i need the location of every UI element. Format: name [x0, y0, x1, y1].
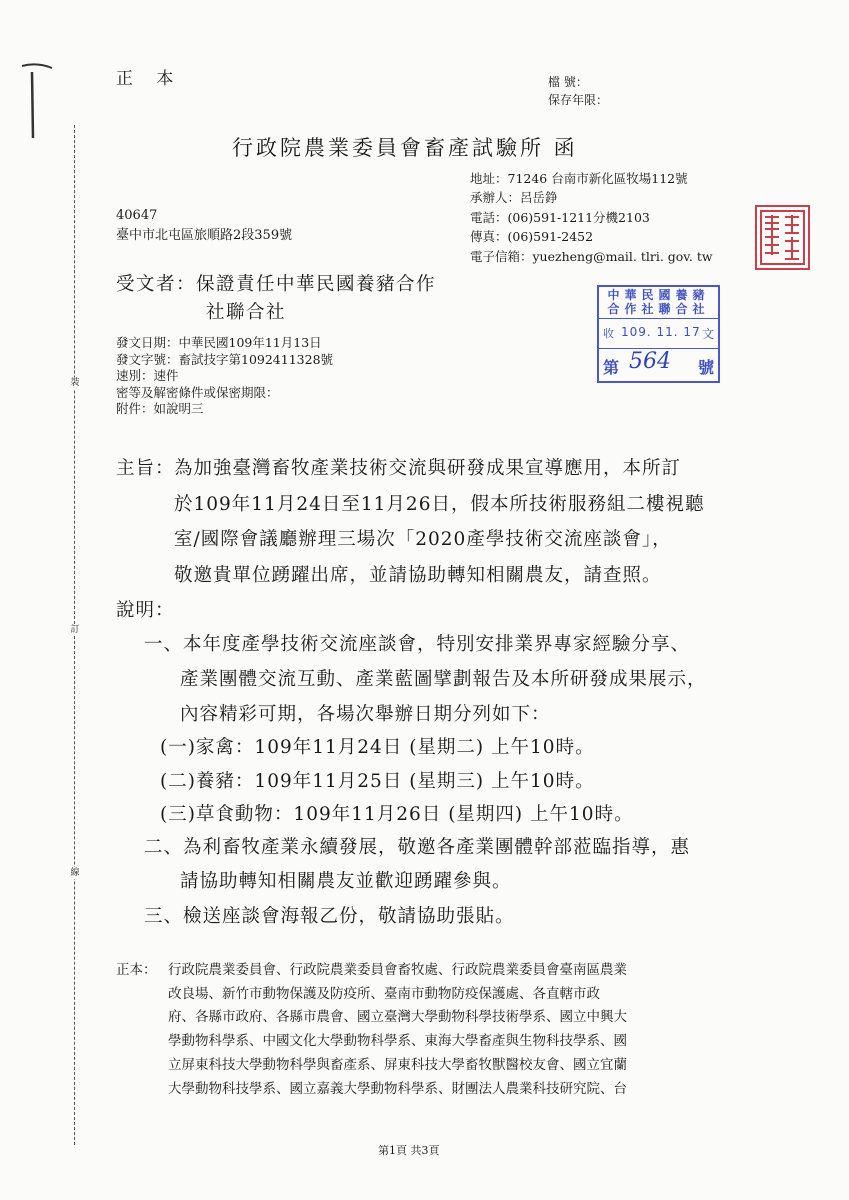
retention-label: 保存年限： — [548, 93, 609, 107]
recipient-line-2: 社聯合社 — [206, 302, 287, 323]
subject-label: 主旨： — [116, 458, 175, 479]
paper-clip-mark — [18, 62, 56, 142]
cc-line-1: 行政院農業委員會、行政院農業委員會畜牧處、行政院農業委員會臺南區農業 — [168, 962, 627, 978]
delivery-speed: 速別：速件 — [116, 368, 179, 383]
email-address: 電子信箱：yuezheng@mail. tlri. gov. tw — [470, 249, 713, 264]
contact-person: 承辦人：呂岳錚 — [470, 190, 558, 205]
explanation-item-2-line-1: 二、為利畜牧產業永續發展，敬邀各產業團體幹部蒞臨指導，惠 — [144, 837, 691, 858]
stamp-received-label: 收 — [603, 327, 614, 340]
cc-line-4: 學動物科學系、中國文化大學動物科學系、東海大學畜產與生物科技學系、國 — [168, 1033, 627, 1049]
recipient-street-address: 臺中市北屯區旅順路2段359號 — [116, 228, 293, 243]
issue-date: 發文日期：中華民國109年11月13日 — [116, 335, 322, 350]
file-number-label: 檔 號： — [548, 75, 588, 89]
explanation-item-1-line-3: 內容精彩可期，各場次舉辦日期分列如下： — [180, 704, 551, 725]
binding-char-xian: 線 — [68, 867, 82, 879]
subject-line-4: 敬邀貴單位踴躍出席，並請協助轉知相關農友，請查照。 — [174, 565, 662, 586]
binding-char-zhuang: 裝 — [68, 377, 82, 389]
subject-line-2: 於109年11月24日至11月26日，假本所技術服務組二樓視聽 — [174, 494, 705, 515]
stamp-header — [599, 287, 718, 319]
page-number: 第1頁 共3頁 — [378, 1144, 440, 1157]
stamp-org-line-2: 合作社聯合社 — [607, 302, 710, 316]
stamp-received-date: 109. 11. 17 — [621, 325, 701, 339]
phone-number: 電話：(06)591-1211分機2103 — [470, 210, 650, 225]
session-herbivore: (三)草食動物：109年11月26日 (星期四) 上午10時。 — [160, 804, 634, 825]
subject-line-1: 為加強臺灣畜牧產業技術交流與研發成果宣導應用，本所訂 — [174, 458, 682, 479]
receipt-stamp — [597, 285, 720, 383]
explanation-label: 說明： — [116, 600, 175, 621]
attachment-note: 附件：如說明三 — [116, 401, 204, 416]
stamp-org-line-1: 中華民國養豬 — [607, 288, 710, 302]
explanation-item-3: 三、檢送座談會海報乙份，敬請協助張貼。 — [144, 906, 515, 927]
sender-address: 地址：71246 台南市新化區牧場112號 — [470, 171, 688, 186]
fax-number: 傳真：(06)591-2452 — [470, 229, 594, 244]
session-swine: (二)養豬：109年11月25日 (星期三) 上午10時。 — [160, 771, 595, 792]
explanation-item-2-line-2: 請協助轉知相關農友並歡迎踴躍參與。 — [180, 871, 512, 892]
explanation-item-1-line-2: 產業團體交流互動、產業藍圖擘劃報告及本所研發成果展示， — [180, 669, 707, 690]
cc-label: 正本： — [116, 962, 157, 978]
stamp-date-row — [599, 318, 718, 349]
official-seal — [755, 205, 810, 270]
cc-line-5: 立屏東科技大學動物科學與畜產系、屏東科技大學畜牧獸醫校友會、國立宜蘭 — [168, 1057, 627, 1073]
cc-line-2: 改良場、新竹市動物保護及防疫所、臺南市動物防疫保護處、各直轄市政 — [168, 986, 600, 1002]
subject-line-3: 室/國際會議廳辦理三場次「2020產學技術交流座談會」， — [174, 529, 672, 550]
recipient-line-1: 受文者：保證責任中華民國養豬合作 — [116, 274, 437, 295]
secrecy-level: 密等及解密條件或保密期限： — [116, 385, 279, 400]
copy-mark: 正 本 — [116, 69, 183, 89]
cc-line-6: 大學動物科技學系、國立嘉義大學動物科學系、財團法人農業科技研究院、台 — [168, 1081, 627, 1097]
stamp-number-value: 564 — [629, 349, 671, 374]
stamp-number-label: 第 — [603, 358, 620, 377]
stamp-doc-label: 文 — [701, 327, 714, 341]
session-poultry: (一)家禽：109年11月24日 (星期二) 上午10時。 — [160, 737, 595, 758]
cc-line-3: 府、各縣市政府、各縣市農會、國立臺灣大學動物科學技術學系、國立中興大 — [168, 1009, 627, 1025]
explanation-item-1-line-1: 一、本年度產學技術交流座談會，特別安排業界專家經驗分享、 — [144, 634, 691, 655]
issue-number: 發文字號：畜試技字第1092411328號 — [116, 352, 334, 367]
stamp-number-suffix: 號 — [697, 358, 714, 377]
binding-char-ding: 訂 — [68, 624, 82, 636]
document-title: 行政院農業委員會畜產試驗所 函 — [232, 136, 578, 160]
recipient-postal-code: 40647 — [116, 208, 158, 223]
